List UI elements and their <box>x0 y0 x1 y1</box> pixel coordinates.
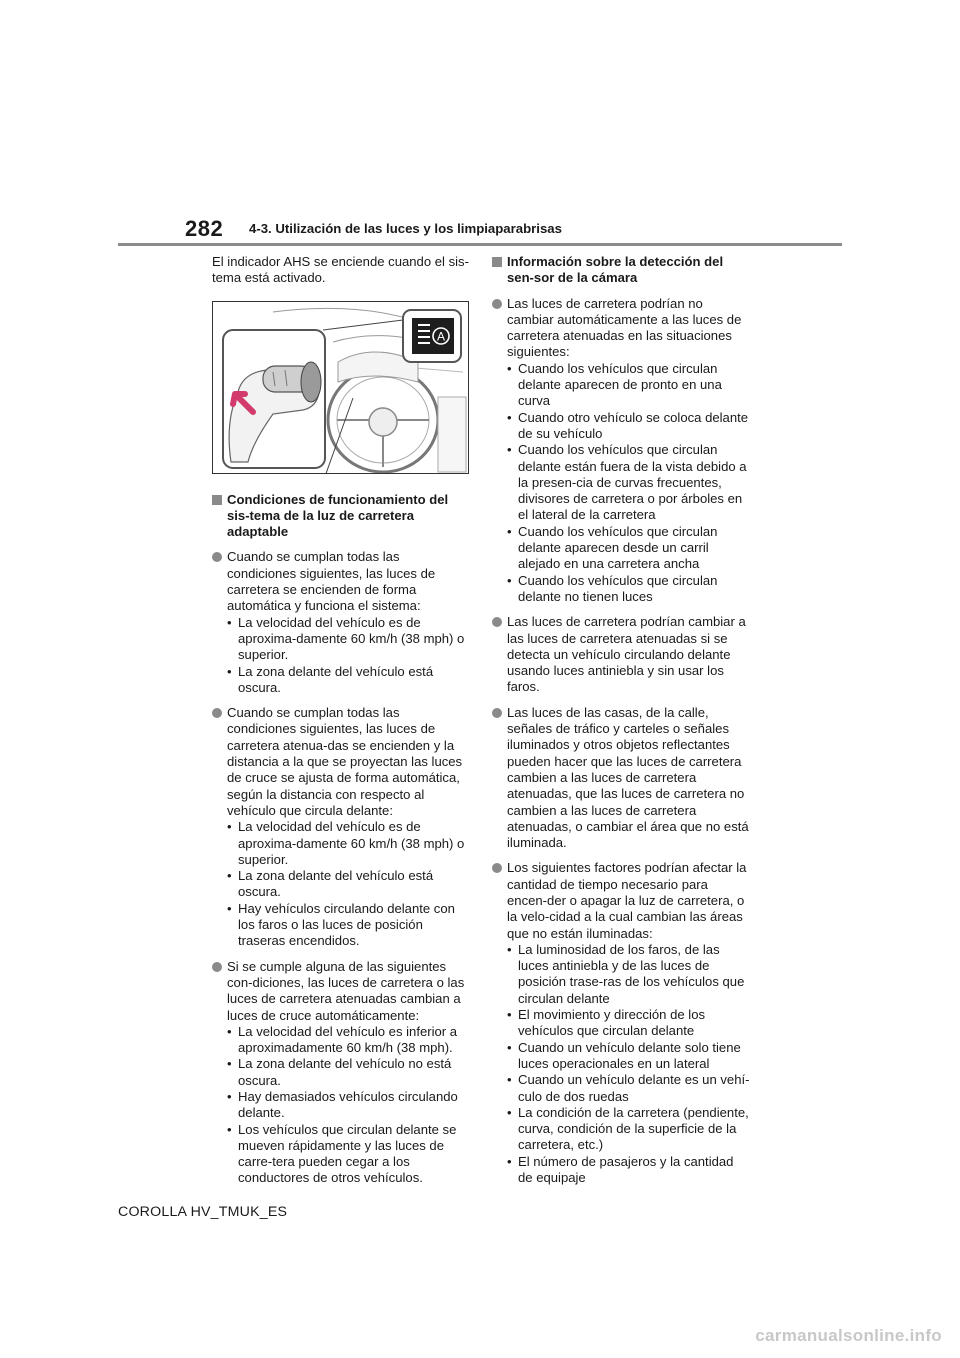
list-item <box>492 860 750 1186</box>
list-item <box>212 705 470 949</box>
sub-item: • La velocidad del vehículo es de aproxima-damente 60 km/h (38 mph) o superior. <box>227 819 470 868</box>
square-bullet-icon <box>492 257 502 267</box>
circle-bullet-icon <box>492 299 502 309</box>
circle-bullet-icon <box>492 863 502 873</box>
sub-item: • Cuando un vehículo delante es un vehí-culo de dos ruedas <box>507 1072 750 1105</box>
page-number: 282 <box>185 216 224 241</box>
heading-text: Información sobre la detección del sen-sor de la cámara <box>507 254 724 286</box>
dashboard-illustration <box>213 302 468 473</box>
sub-item: • La velocidad del vehículo es inferior a aproximadamente 60 km/h (38 mph). <box>227 1024 470 1057</box>
section-title: 4-3. Utilización de las luces y los limpiaparabrisas <box>249 221 562 236</box>
circle-bullet-icon <box>212 962 222 972</box>
list-item <box>492 705 750 852</box>
sub-item: • El número de pasajeros y la cantidad de equipaje <box>507 1154 750 1187</box>
item-text: Las luces de carretera podrían no cambiar automáticamente a las luces de carretera atenuadas en las situaciones siguientes: <box>507 295 742 360</box>
sub-item: • Cuando los vehículos que circulan delante no tienen luces <box>507 573 750 606</box>
sub-item: • La zona delante del vehículo está oscura. <box>227 868 470 901</box>
sub-item: • Cuando un vehículo delante solo tiene luces operacionales en un lateral <box>507 1040 750 1073</box>
camera-sensor-heading <box>492 254 750 287</box>
square-bullet-icon <box>212 495 222 505</box>
item-text: Cuando se cumplan todas las condiciones siguientes, las luces de carretera se encienden de forma automática y funciona el sistema: <box>227 549 436 614</box>
sub-item: • Cuando los vehículos que circulan delante aparecen desde un carril alejado en una carretera ancha <box>507 524 750 573</box>
list-item <box>212 959 470 1187</box>
item-text: Los siguientes factores podrían afectar la cantidad de tiempo necesario para encen-der o apagar la luz de carretera, o la velo-cidad a la cual cambian las áreas que no están iluminadas: <box>507 860 747 941</box>
operating-conditions-heading <box>212 492 470 541</box>
sub-item: • El movimiento y dirección de los vehículos que circulan delante <box>507 1007 750 1040</box>
circle-bullet-icon <box>492 708 502 718</box>
header-divider <box>118 243 842 246</box>
sub-item: • Cuando otro vehículo se coloca delante de su vehículo <box>507 410 750 443</box>
intro-paragraph: El indicador AHS se enciende cuando el sis-tema está activado. <box>212 254 469 286</box>
circle-bullet-icon <box>492 617 502 627</box>
sub-item: • Hay demasiados vehículos circulando delante. <box>227 1089 470 1122</box>
item-text: Cuando se cumplan todas las condiciones siguientes, las luces de carretera atenua-das se encienden y la distancia a la que se proyectan las luces de cruce se ajusta de forma automática, según la distancia con respecto al vehículo que circula delante: <box>227 705 463 818</box>
sub-item: • Cuando los vehículos que circulan delante están fuera de la vista debido a la presen-cia de curvas frecuentes, divisores de carretera o por árboles en el lateral de la carretera <box>507 442 750 523</box>
sub-item: • Cuando los vehículos que circulan delante aparecen de pronto en una curva <box>507 361 750 410</box>
sub-item: • La velocidad del vehículo es de aproxima-damente 60 km/h (38 mph) o superior. <box>227 615 470 664</box>
sub-item: • La zona delante del vehículo no está oscura. <box>227 1056 470 1089</box>
list-item <box>212 549 470 696</box>
sub-item: • Los vehículos que circulan delante se mueven rápidamente y las luces de carre-tera pueden cegar a los conductores de otros vehículos. <box>227 1122 470 1187</box>
footer-model: COROLLA HV_TMUK_ES <box>118 1204 288 1220</box>
right-column <box>492 254 750 1195</box>
circle-bullet-icon <box>212 708 222 718</box>
item-text: Si se cumple alguna de las siguientes con-diciones, las luces de carretera o las luces de carretera atenuadas cambian a luces de cruce automáticamente: <box>227 958 465 1023</box>
sub-item: • Hay vehículos circulando delante con los faros o las luces de posición traseras encendidos. <box>227 901 470 950</box>
sub-item: • La zona delante del vehículo está oscura. <box>227 664 470 697</box>
sub-item: • La luminosidad de los faros, de las luces antiniebla y de las luces de posición trase-ras de los vehículos que circulan delante <box>507 942 750 1007</box>
watermark: carmanualsonline.info <box>755 1326 942 1345</box>
item-text: Las luces de carretera podrían cambiar a las luces de carretera atenuadas si se detecta un vehículo circulando delante usando luces antiniebla y sin usar los faros. <box>507 614 746 695</box>
left-column <box>212 254 470 1196</box>
heading-text: Condiciones de funcionamiento del sis-tema de la luz de carretera adaptable <box>227 491 449 540</box>
sub-item: • La condición de la carretera (pendiente, curva, condición de la superficie de la carretera, etc.) <box>507 1105 750 1154</box>
item-text: Las luces de las casas, de la calle, señales de tráfico y carteles o señales iluminados y otros objetos reflectantes pueden hacer que las luces de carretera cambien a las luces de carretera atenuadas, que las luces de carretera no cambien a las luces de carretera atenuadas, o cambiar el área que no está iluminada. <box>507 704 749 851</box>
list-item <box>492 614 750 695</box>
list-item <box>492 296 750 606</box>
ahs-switch-illustration <box>212 301 469 474</box>
circle-bullet-icon <box>212 552 222 562</box>
ahs-indicator-letter: A <box>436 329 446 344</box>
